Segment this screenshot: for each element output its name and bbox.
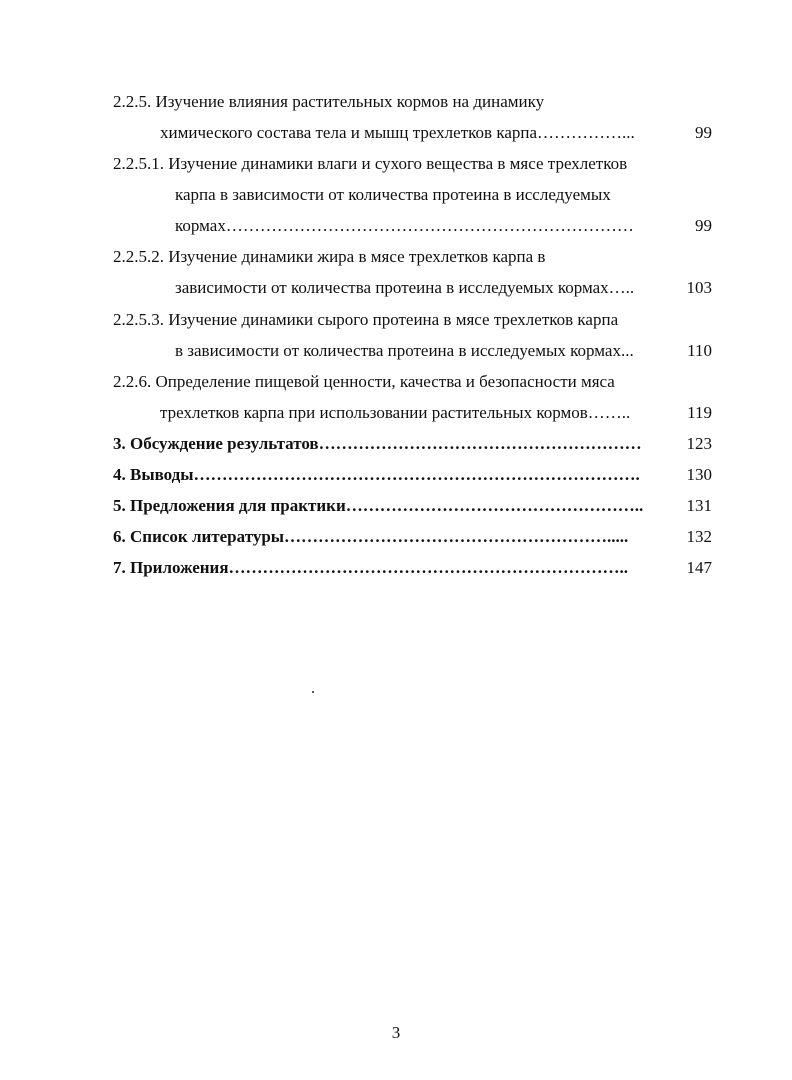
toc-page-number: 130	[686, 465, 712, 484]
toc-entry-2-2-5-1-line-2: карпа в зависимости от количества протеина в исследуемых	[175, 185, 611, 204]
toc-page-number: 110	[687, 341, 712, 360]
toc-page-number: 103	[686, 278, 712, 297]
toc-entry-2-2-5-3-line-1: 2.2.5.3. Изучение динамики сырого протеина в мясе трехлетков карпа	[113, 310, 619, 329]
toc-entry-5-line: 5. Предложения для практики……………………………………………..	[113, 496, 644, 515]
toc-entry-2-2-5-line-2: химического состава тела и мышц трехлетков карпа……………...	[160, 123, 635, 142]
toc-page-number: 131	[686, 496, 712, 515]
toc-entry-4-line: 4. Выводы…………………………………………………………………….	[113, 465, 640, 484]
toc-page-number: 123	[686, 434, 712, 453]
toc-entry-2-2-5-2-line-2: зависимости от количества протеина в исследуемых кормах…..	[175, 278, 635, 297]
toc-entry-2-2-5-line-1: 2.2.5. Изучение влияния растительных кормов на динамику	[113, 92, 545, 111]
toc-entry-2-2-5-1-line-1: 2.2.5.1. Изучение динамики влаги и сухого вещества в мясе трехлетков	[113, 154, 628, 173]
toc-entry-2-2-5-1-line-3: кормах………………………………………………………………	[175, 216, 634, 235]
toc-entry-2-2-5-3-line-2: в зависимости от количества протеина в исследуемых кормах...	[175, 341, 634, 360]
page-number: 3	[391, 1023, 401, 1042]
toc-entry-2-2-6-line-2: трехлетков карпа при использовании растительных кормов……..	[160, 403, 631, 422]
toc-page-number: 99	[695, 123, 712, 142]
toc-page-number: 132	[686, 527, 712, 546]
toc-entry-2-2-6-line-1: 2.2.6. Определение пищевой ценности, качества и безопасности мяса	[113, 372, 615, 391]
toc-entry-6-line: 6. Список литературы………………………………………………….....	[113, 527, 629, 546]
toc-page-number: 99	[695, 216, 712, 235]
toc-entry-3-line: 3. Обсуждение результатов…………………………………………………	[113, 434, 642, 453]
toc-page-number: 147	[686, 558, 712, 577]
toc-page-number: 119	[687, 403, 712, 422]
toc-entry-7-line: 7. Приложения……………………………………………………………..	[113, 558, 629, 577]
toc-entry-2-2-5-2-line-1: 2.2.5.2. Изучение динамики жира в мясе трехлетков карпа в	[113, 247, 546, 266]
scan-speck	[312, 691, 314, 693]
